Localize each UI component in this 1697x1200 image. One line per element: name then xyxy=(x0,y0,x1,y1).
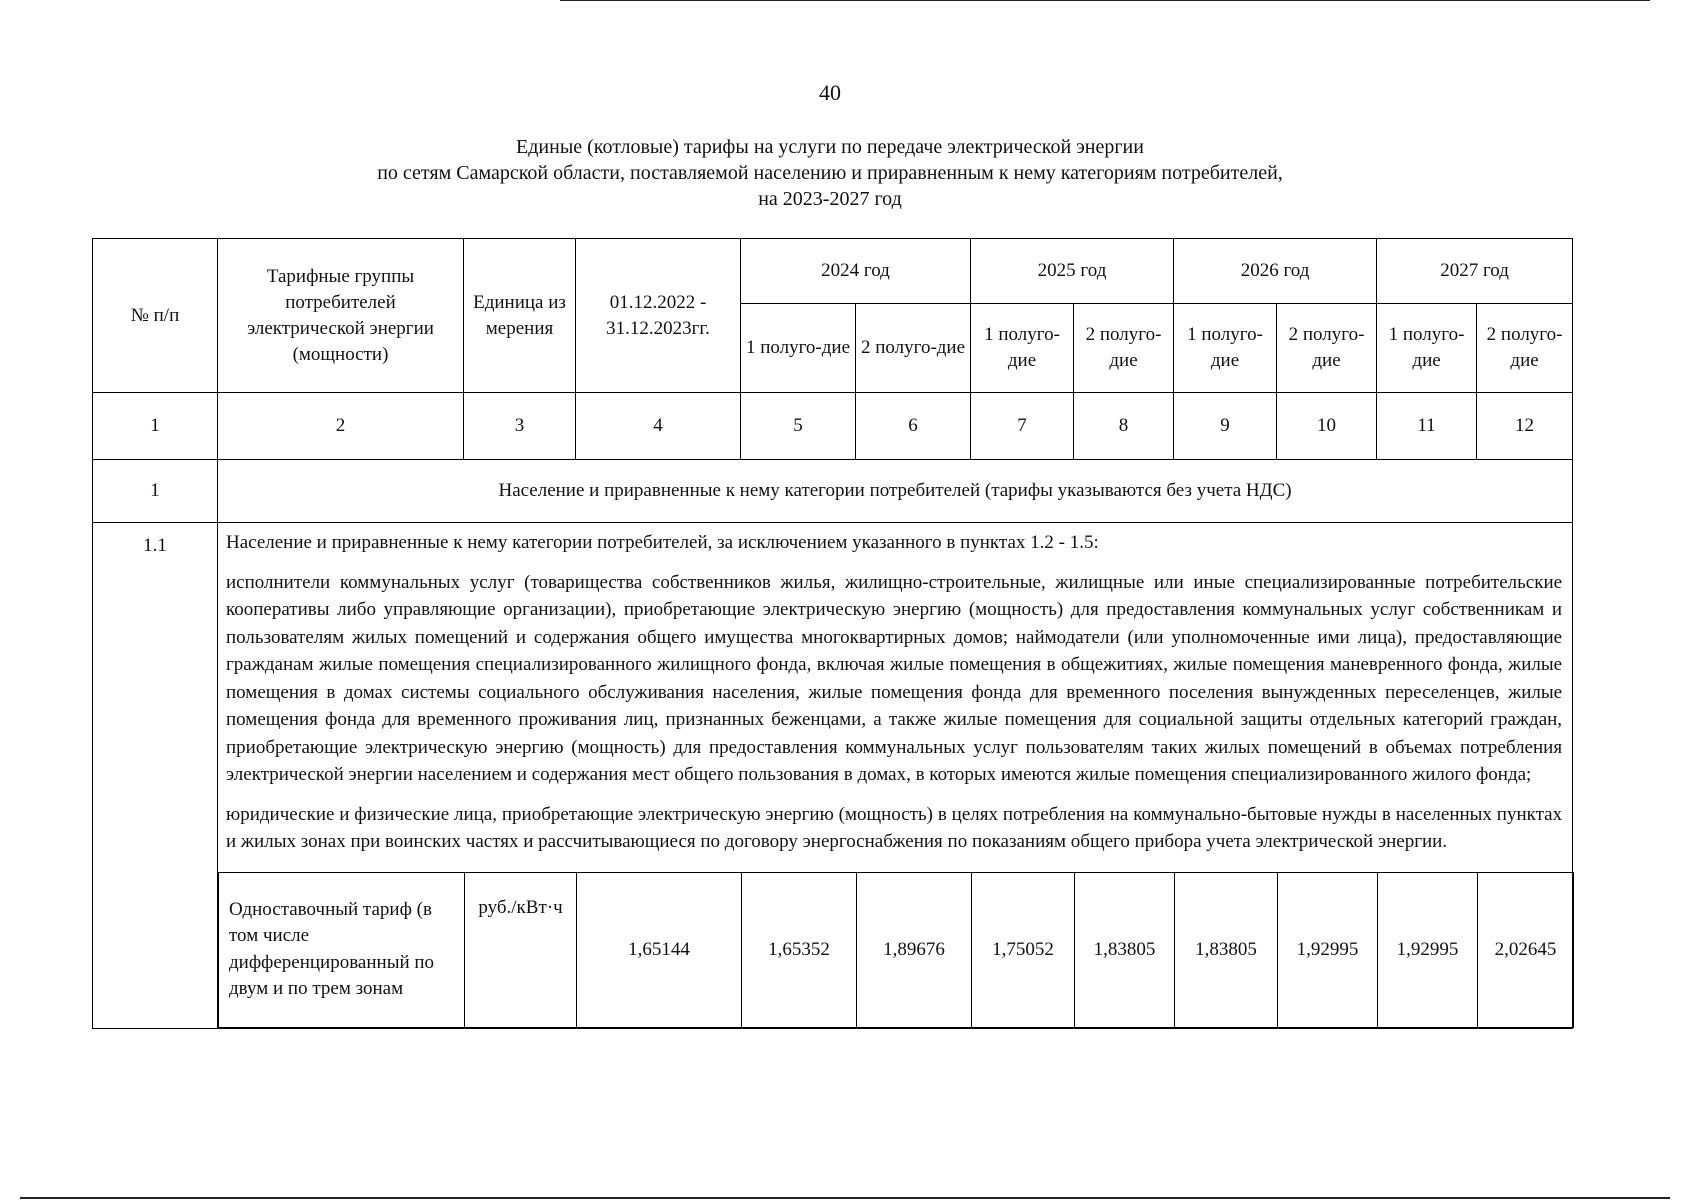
column-number: 6 xyxy=(856,393,971,460)
subsection-cell xyxy=(218,523,1573,1029)
tariff-value: 1,83805 xyxy=(1075,872,1175,1027)
section-title: Население и приравненные к нему категории потребителей (тарифы указываются без учета НДС) xyxy=(218,460,1573,523)
tariff-value: 2,02645 xyxy=(1478,872,1574,1027)
tariff-value: 1,92995 xyxy=(1278,872,1378,1027)
tariff-value: 1,89676 xyxy=(857,872,972,1027)
column-number: 12 xyxy=(1477,393,1573,460)
header-num: № п/п xyxy=(93,239,218,393)
header-year-2027: 2027 год xyxy=(1377,239,1573,304)
title-line-2: по сетям Самарской области, поставляемой населению и приравненным к нему категориям потребителей, xyxy=(377,162,1283,184)
header-half-1: 1 полуго-дие xyxy=(1377,304,1477,393)
tariff-value: 1,83805 xyxy=(1175,872,1278,1027)
header-half-2: 2 полуго-дие xyxy=(1277,304,1377,393)
subsection-number: 1.1 xyxy=(93,523,218,1029)
tariff-value: 1,75052 xyxy=(972,872,1075,1027)
tariff-values-table xyxy=(218,872,1574,1028)
section-number: 1 xyxy=(93,460,218,523)
header-half-1: 1 полуго-дие xyxy=(1174,304,1277,393)
column-number: 8 xyxy=(1074,393,1174,460)
header-group: Тарифные группы потребителей электрической энергии (мощности) xyxy=(218,239,464,393)
tariff-name: Одноставочный тариф (в том числе дифференцированный по двум и по трем зонам xyxy=(219,872,465,1027)
header-year-2026: 2026 год xyxy=(1174,239,1377,304)
column-number: 7 xyxy=(971,393,1074,460)
scan-edge-bottom xyxy=(20,1197,1670,1199)
tariff-unit: руб./кВт·ч xyxy=(465,872,577,1027)
page-number: 40 xyxy=(819,80,841,105)
title-line-1: Единые (котловые) тарифы на услуги по передаче электрической энергии xyxy=(516,136,1144,158)
header-period: 01.12.2022 - 31.12.2023гг. xyxy=(576,239,741,393)
document-title xyxy=(0,134,1660,212)
column-number: 4 xyxy=(576,393,741,460)
header-half-2: 2 полуго-дие xyxy=(856,304,971,393)
subsection-paragraph-2: юридические и физические лица, приобретающие электрическую энергию (мощность) в целях потребления на коммунально-бытовые нужды в населенных пунктах и жилых зонах при воинских частях и рассчитывающиеся по договору энергоснабжения по показаниям общего прибора учета электрической энергии. xyxy=(226,803,1563,852)
tariff-value: 1,65144 xyxy=(577,872,742,1027)
header-unit: Единица измерения xyxy=(464,239,576,393)
column-number: 3 xyxy=(464,393,576,460)
header-half-2: 2 полуго-дие xyxy=(1074,304,1174,393)
header-half-1: 1 полуго-дие xyxy=(741,304,856,393)
header-half-2: 2 полуго-дие xyxy=(1477,304,1573,393)
scan-edge-top xyxy=(560,0,1650,1)
column-number: 11 xyxy=(1377,393,1477,460)
column-number: 1 xyxy=(93,393,218,460)
tariff-value: 1,65352 xyxy=(742,872,857,1027)
header-year-2024: 2024 год xyxy=(741,239,971,304)
table-row xyxy=(219,872,1574,1027)
column-number: 2 xyxy=(218,393,464,460)
tariff-table xyxy=(92,238,1573,1029)
tariff-value: 1,92995 xyxy=(1378,872,1478,1027)
column-number: 9 xyxy=(1174,393,1277,460)
column-number: 5 xyxy=(741,393,856,460)
title-line-3: на 2023-2027 год xyxy=(758,188,902,210)
header-year-2025: 2025 год xyxy=(971,239,1174,304)
subsection-paragraph-1: исполнители коммунальных услуг (товарищества собственников жилья, жилищно-строительные, жилищные или иные специализированные потребительские кооперативы либо управляющие организации), приобретающие электрическую энергию (мощность) для предоставления коммунальных услуг собственникам и пользователям жилых помещений и содержания общего имущества многоквартирных домов; наймодатели (или уполномоченные ими лица), предоставляющие гражданам жилые помещения специализированного жилищного фонда, включая жилые помещения в общежитиях, жилые помещения маневренного фонда, жилые помещения в домах системы социального обслуживания населения, жилые помещения фонда для временного поселения вынужденных переселенцев, жилые помещения фонда для временного проживания лиц, признанных беженцами, а также жилые помещения для социальной защиты отдельных категорий граждан, приобретающие электрическую энергию (мощность) для предоставления коммунальных услуг пользователям таких жилых помещений в объемах потребления электрической энергии населением и содержания мест общего пользования в домах, в которых имеются жилые помещения специализированного жилого фонда; xyxy=(226,571,1563,785)
column-number: 10 xyxy=(1277,393,1377,460)
subsection-heading: Население и приравненные к нему категории потребителей, за исключением указанного в пунктах 1.2 - 1.5: xyxy=(226,532,1099,553)
header-half-1: 1 полуго-дие xyxy=(971,304,1074,393)
